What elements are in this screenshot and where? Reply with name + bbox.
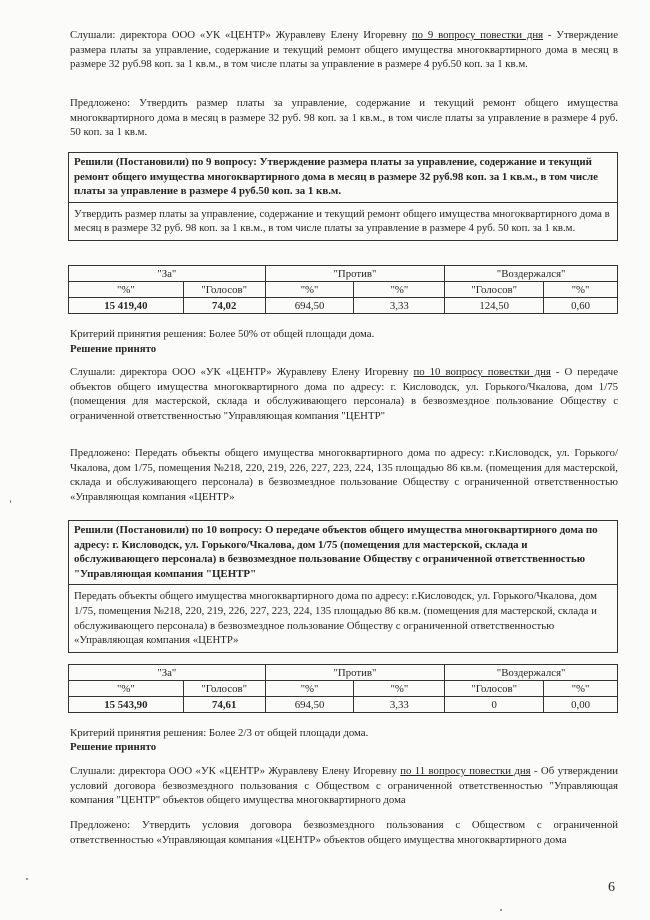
criterion-q10: Критерий принятия решения: Более 2/3 от общей площади дома. [70, 727, 369, 739]
abstain-pct-value: 0,00 [544, 697, 618, 713]
pct-header: "%" [69, 681, 184, 697]
pct-header: "%" [265, 282, 354, 298]
proposed-paragraph-q11: Предложено: Утвердить условия договора безвозмездного пользования с Обществом с ограниченной ответственностью «Управляющая компания «ЦЕНТР» объектов общего имущества многоквартирного дома [70, 819, 618, 846]
page-number: 6 [608, 880, 615, 895]
result-q9: Решение принято [70, 343, 157, 355]
decision-text: Передать объекты общего имущества многоквартирного дома по адресу: г.Кисловодск, ул. Горького/Чкалова, дом 1/75, помещения №218, 220, 219, 226, 227, 223, 224, 135 площадью 86 кв.м. (помещения для мастерской, склада и обслуживающего персонала) в безвозмездное пользование Обществу с ограниченной ответственностью «Управляющая компания «ЦЕНТР» [74, 590, 597, 647]
agenda-item-link: по 10 вопросу повестки дня [413, 366, 551, 378]
abstain-votes-value: 124,50 [445, 298, 544, 314]
proposed-paragraph-q10: Предложено: Передать объекты общего имущества многоквартирного дома по адресу: г.Кисловодск, ул. Горького/Чкалова, дом 1/75, помещения №218, 220, 219, 226, 227, 223, 224, 135 площадью 86 кв.м. (помещения для мастерской, склада и обслуживающего персонала) в безвозмездное пользование Обществу с ограниченной ответственностью «Управляющая компания «ЦЕНТР» [70, 447, 618, 503]
listened-intro: Слушали: директора ООО «УК «ЦЕНТР» Журавлеву Елену Игоревну [70, 29, 412, 41]
agenda-item-link: по 9 вопросу повестки дня [411, 29, 544, 41]
votes-header: "Голосов" [183, 681, 265, 697]
votes-subheader-row [69, 681, 618, 697]
proposed-paragraph-q9: Предложено: Утвердить размер платы за управление, содержание и текущий ремонт общего имущества многоквартирного дома в месяц в размере 32 руб. 98 коп. за 1 кв.м., в том числе платы за управление в размере 4 руб. 50 коп. за 1 кв.м. [70, 97, 618, 139]
votes-values-row [69, 697, 618, 713]
pct-header: "%" [354, 282, 445, 298]
for-pct-value: 74,61 [183, 697, 265, 713]
agenda-item-link: по 11 вопросу повестки дня [400, 765, 531, 777]
criterion-q9: Критерий принятия решения: Более 50% от общей площади дома. [70, 328, 375, 340]
pct-header: "%" [69, 282, 184, 298]
decision-heading: Решили (Постановили) по 9 вопросу: Утверждение размера платы за управление, содержание и текущий ремонт общего имущества многоквартирного дома в месяц в размере 32 руб.98 коп. за 1 кв.м., в том числе платы за управление в размере 4 руб.50 коп. за 1 кв.м. [69, 153, 617, 203]
for-votes-value: 15 543,90 [69, 697, 184, 713]
votes-table-q10 [68, 664, 618, 713]
for-pct-value: 74,02 [183, 298, 265, 314]
result-q10: Решение принято [70, 741, 157, 753]
against-pct-value: 3,33 [354, 697, 445, 713]
abstain-header: "Воздержался" [445, 266, 618, 282]
listened-intro: Слушали: директора ООО «УК «ЦЕНТР» Журавлеву Елену Игоревну [70, 366, 414, 378]
votes-header: "Голосов" [183, 282, 265, 298]
against-header: "Против" [265, 266, 445, 282]
pct-header: "%" [265, 681, 354, 697]
votes-values-row [69, 298, 618, 314]
scan-speck [10, 500, 11, 503]
listened-paragraph-q9 [70, 28, 618, 72]
scan-speck [26, 878, 28, 880]
votes-subheader-row [69, 282, 618, 298]
scan-speck [500, 909, 502, 911]
abstain-pct-value: 0,60 [544, 298, 618, 314]
votes-header: "Голосов" [445, 681, 544, 697]
listened-topic: - Об утверждении условий договора безвозмездного пользования с Обществом с ограниченной ответственностью "Управляющая компания "ЦЕНТР" объектов общего имущества многоквартирного дома [70, 765, 618, 807]
listened-topic: - О передаче объектов общего имущества многоквартирного дома по адресу: г. Кисловодск, ул. Горького/Чкалова, дом 1/75 (помещения для мастерской, склада и обслуживающего персонала) в безвозмездное пользование Обществу с ограниченной ответственностью "Управляющая компания "ЦЕНТР" [70, 366, 618, 422]
listened-topic: - Утверждение размера платы за управление, содержание и текущий ремонт общего имущества многоквартирного дома в месяц в размере 32 руб.98 коп. за 1 кв.м., в том числе платы за управление в размере 4 руб.50 коп. за 1 кв.м. [70, 29, 618, 71]
votes-header-row [69, 266, 618, 282]
against-votes-value: 694,50 [265, 298, 354, 314]
decision-box-q9 [68, 152, 618, 241]
abstain-header: "Воздержался" [445, 665, 618, 681]
listened-paragraph-q11 [70, 764, 618, 808]
pct-header: "%" [354, 681, 445, 697]
listened-intro: Слушали: директора ООО «УК «ЦЕНТР» Журавлеву Елену Игоревну [70, 765, 401, 777]
votes-header: "Голосов" [445, 282, 544, 298]
decision-box-q10 [68, 520, 618, 653]
abstain-votes-value: 0 [445, 697, 544, 713]
pct-header: "%" [544, 681, 618, 697]
decision-heading: Решили (Постановили) по 10 вопросу: О передаче объектов общего имущества многоквартирного дома по адресу: г. Кисловодск, ул. Горького/Чкалова, дом 1/75 (помещения для мастерской, склада и обслуживающего персонала) в безвозмездное пользование Обществу с ограниченной ответственностью "Управляющая компания "ЦЕНТР" [69, 521, 617, 585]
against-pct-value: 3,33 [354, 298, 445, 314]
decision-text: Утвердить размер платы за управление, содержание и текущий ремонт общего имущества многоквартирного дома в месяц в размере 32 руб. 98 коп. за 1 кв.м., в том числе платы за управление в размере 4 руб. 50 коп. за 1 кв.м. [74, 207, 610, 235]
votes-header-row [69, 665, 618, 681]
for-header: "За" [69, 665, 266, 681]
listened-paragraph-q10 [70, 365, 618, 423]
against-votes-value: 694,50 [265, 697, 354, 713]
for-header: "За" [69, 266, 266, 282]
against-header: "Против" [265, 665, 445, 681]
for-votes-value: 15 419,40 [69, 298, 184, 314]
votes-table-q9 [68, 265, 618, 314]
pct-header: "%" [544, 282, 618, 298]
